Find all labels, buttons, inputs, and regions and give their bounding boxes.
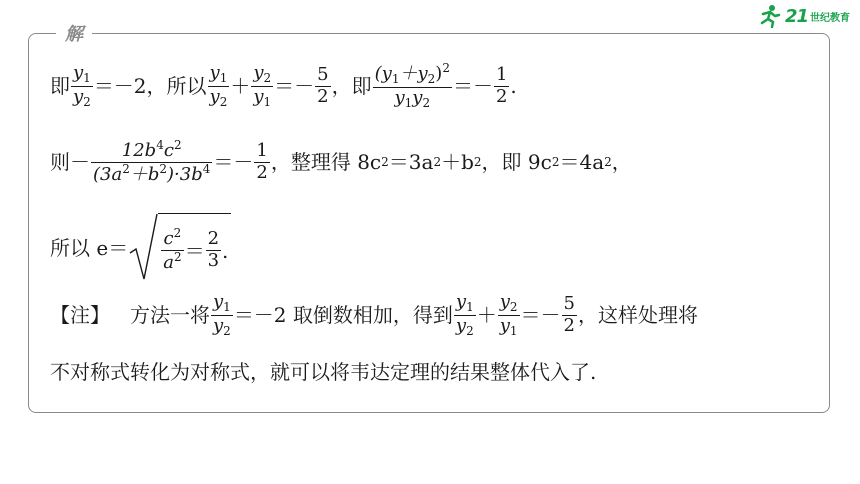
- text-segment: ，: [611, 150, 632, 175]
- solution-line-1: [50, 62, 517, 111]
- text-segment: ＝4a: [559, 150, 605, 175]
- note-tag: 【注】: [50, 303, 110, 328]
- runner-icon: [757, 4, 783, 28]
- text-segment: ，即 9c: [481, 150, 552, 175]
- fraction-y1-over-y2: $\frac{y_1}{y_2}$: [209, 62, 228, 109]
- text-segment: 则－: [50, 150, 90, 175]
- solution-label: 解: [56, 20, 92, 46]
- fraction-5-over-2: $\frac{5}{2}$: [563, 293, 575, 336]
- plus-sign: ＋: [476, 303, 497, 328]
- solution-line-3: [50, 213, 231, 283]
- text-segment: ＝3a: [388, 150, 434, 175]
- fraction-y1-over-y2: $\frac{y_1}{y_2}$: [213, 291, 231, 338]
- fraction-sum-squared-over-product: $\frac{(y_1+y_2)^2}{y_1y_2}$: [374, 61, 450, 110]
- text-segment: ，整理得 8c: [270, 150, 382, 175]
- text-segment: ，即: [331, 74, 372, 99]
- text-segment: ＝－2 取倒数相加，得到: [233, 303, 453, 328]
- fraction-1-over-2: $\frac{1}{2}$: [256, 140, 268, 183]
- radical-sign-icon: [128, 213, 158, 283]
- fraction-y2-over-y1: $\frac{y_2}{y_1}$: [499, 291, 518, 338]
- text-segment: 即: [50, 74, 70, 99]
- text-segment: ＝－: [452, 74, 493, 99]
- fraction-y1-over-y2: $\frac{y_1}{y_2}$: [455, 291, 474, 338]
- logo-text: 世纪教育: [810, 12, 850, 24]
- text-segment: ＝: [184, 238, 205, 263]
- fraction-1-over-2: $\frac{1}{2}$: [495, 64, 508, 107]
- fraction-y1-over-y2: $\frac{y_1}{y_2}$: [73, 62, 91, 109]
- text-segment: ，这样处理将: [577, 303, 698, 328]
- text-segment: .: [222, 238, 229, 263]
- text-segment: 所以 e＝: [50, 236, 129, 260]
- fraction-c2-over-a2: $\frac{c^2}{a^2}$: [163, 226, 182, 273]
- solution-line-2: 则－ $\frac{12b^4c^2}{(3a^2+b^2)\cdot 3b^4}$ ＝－ $\frac{1}{2}$ ，整理得 8c 2 ＝3a 2 ＋b 2 ，即 9c 2 ＝4a 2 ，: [50, 138, 632, 185]
- fraction-5-over-2: $\frac{5}{2}$: [317, 64, 329, 107]
- text-segment: ＝－: [274, 74, 315, 99]
- text-segment: ＋b: [441, 150, 474, 175]
- text-segment: ＝－: [520, 303, 561, 328]
- fraction-expression: $\frac{12b^4c^2}{(3a^2+b^2)\cdot 3b^4}$: [93, 138, 211, 185]
- note-line-2: [50, 362, 596, 382]
- text-segment: 方法一将: [130, 303, 210, 328]
- text-segment: ＝－: [213, 150, 254, 175]
- site-logo: [757, 2, 850, 30]
- plus-sign: ＋: [230, 74, 251, 99]
- fraction-y2-over-y1: $\frac{y_2}{y_1}$: [253, 62, 272, 109]
- text-segment: .: [510, 74, 517, 99]
- logo-number: 21: [784, 5, 808, 27]
- text-segment: 不对称式转化为对称式，就可以将韦达定理的结果整体代入了.: [50, 360, 597, 384]
- note-line-1: [50, 292, 698, 339]
- text-segment: ＝－2，所以: [93, 74, 207, 99]
- fraction-2-over-3: $\frac{2}{3}$: [207, 228, 220, 271]
- square-root: [128, 213, 231, 283]
